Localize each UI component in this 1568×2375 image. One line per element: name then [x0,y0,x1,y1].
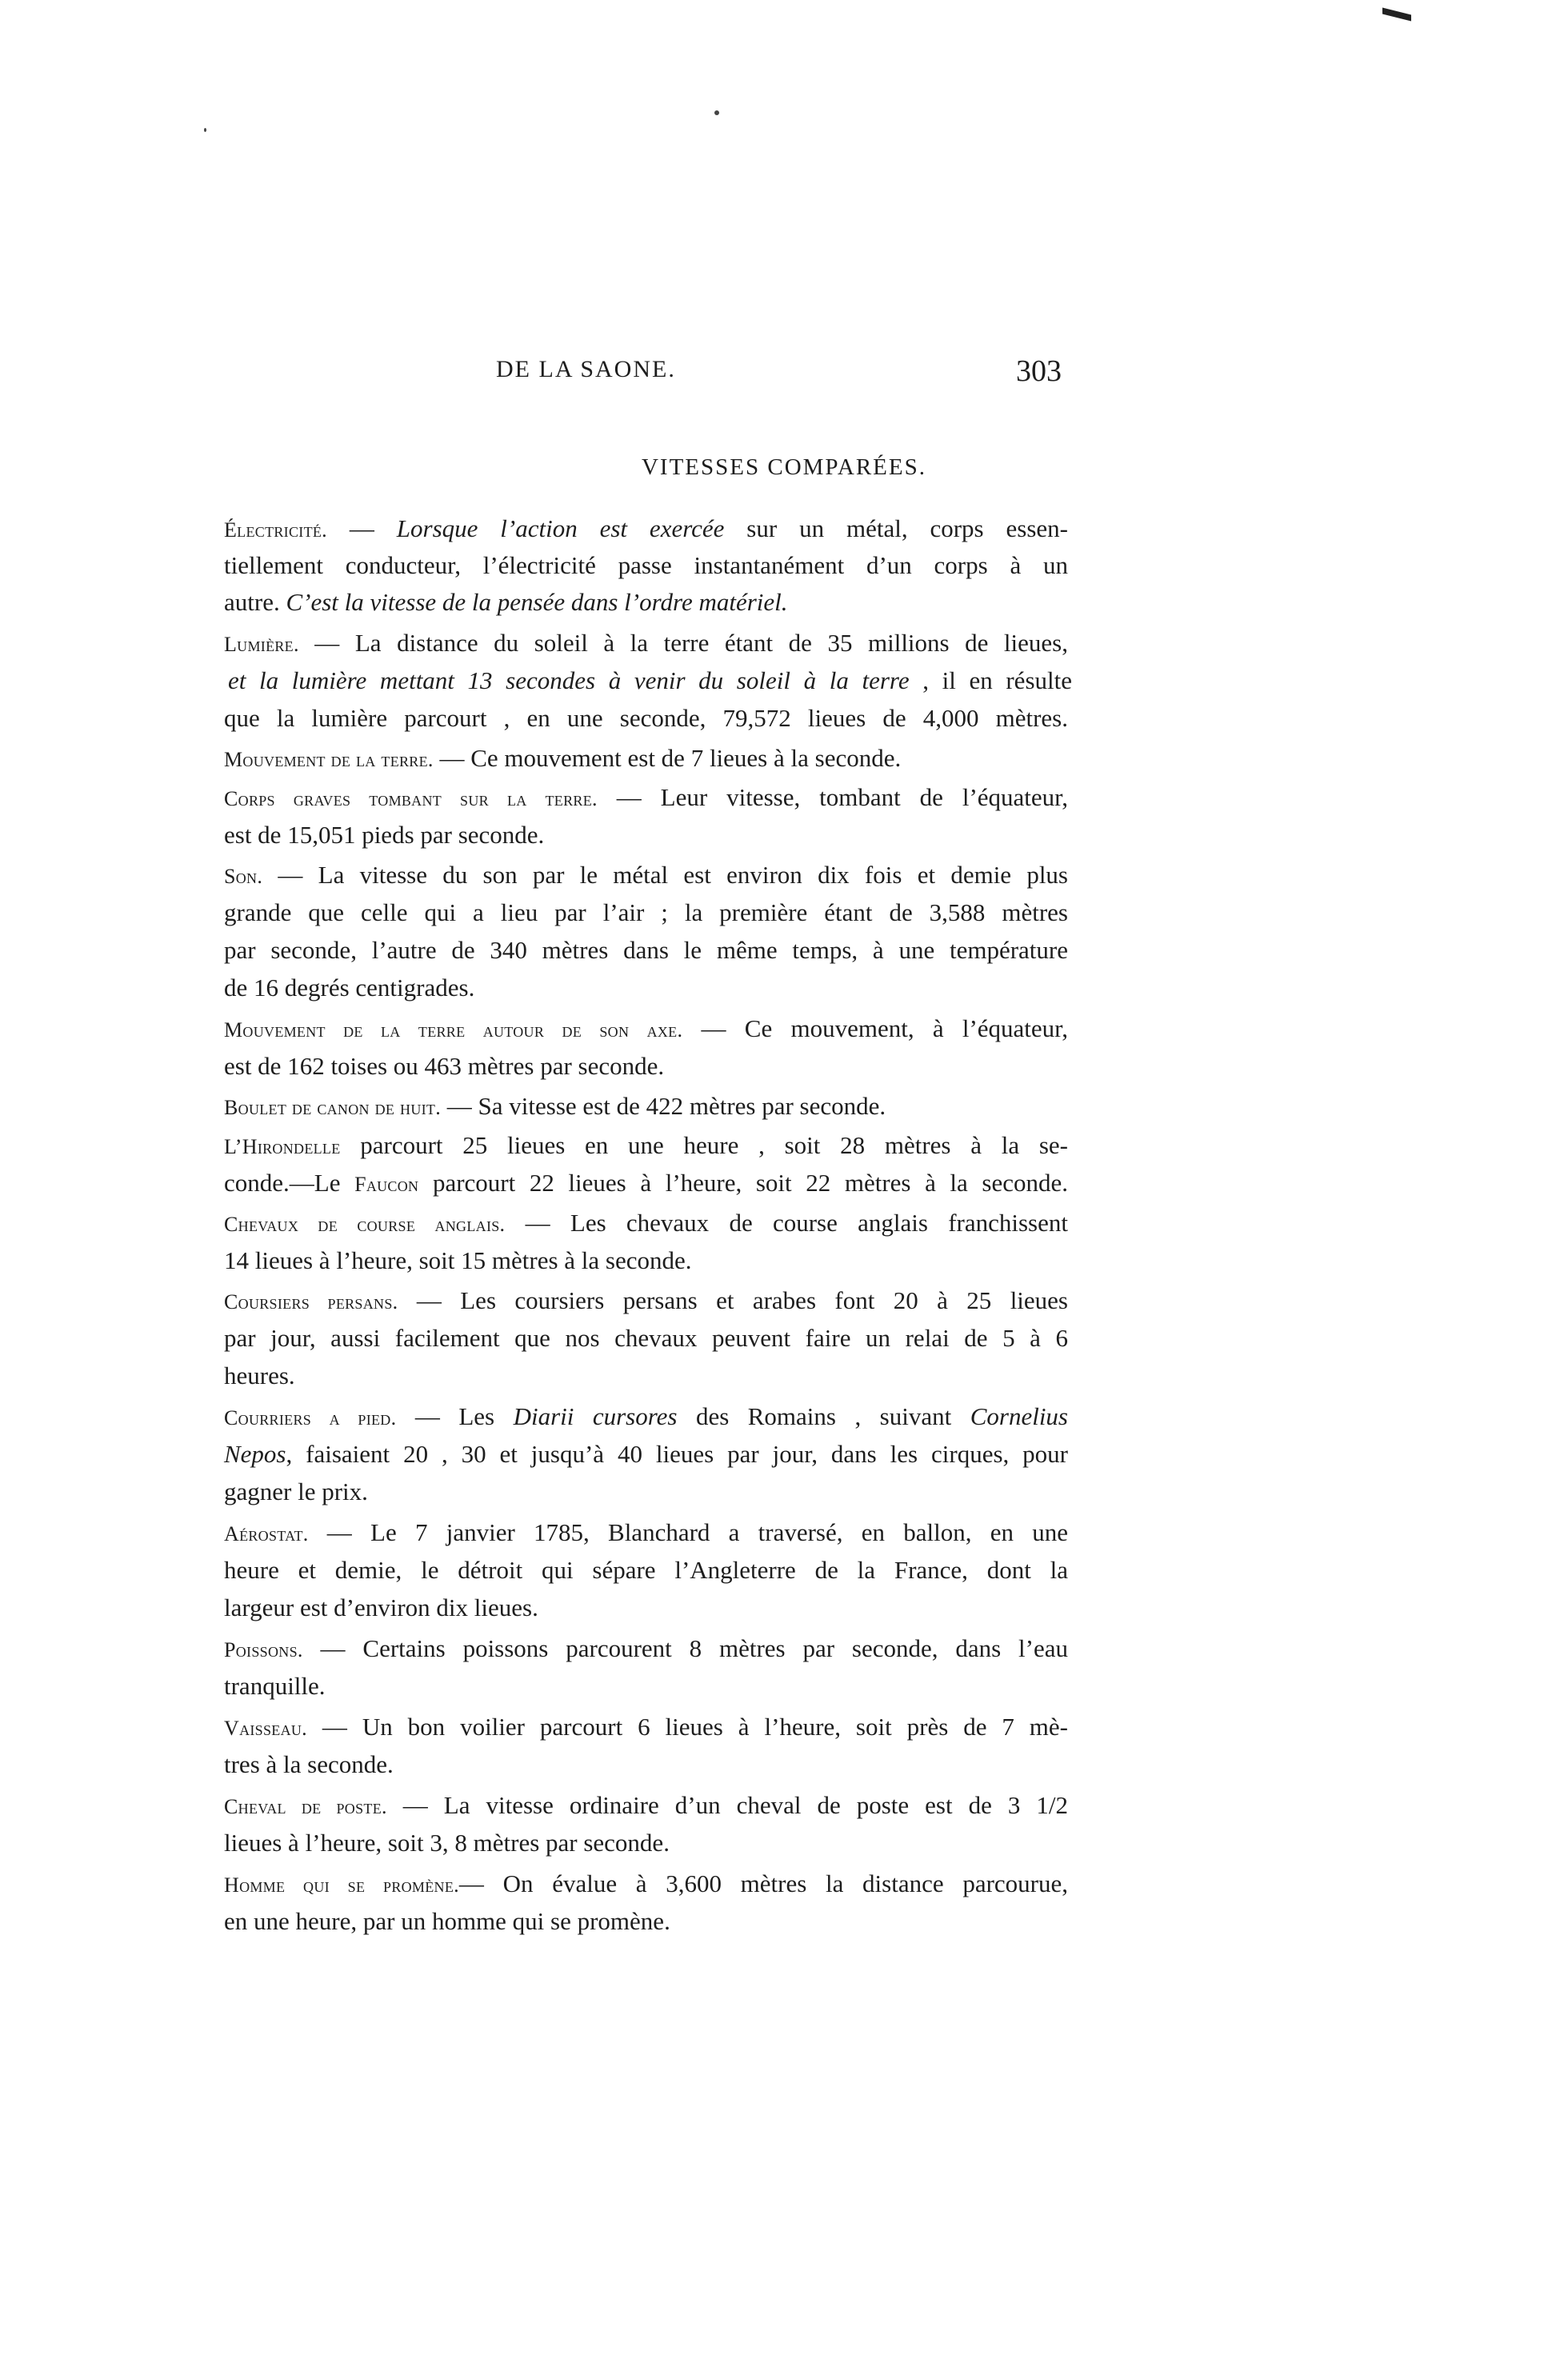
entry-heading: Chevaux de course anglais. [224,1213,506,1236]
text-line: Courriers a pied. — Les Diarii cursores des Romains , suivant Cornelius [224,1402,1068,1430]
text-line: est de 15,051 pieds par seconde. [224,821,545,849]
text-line: Électricité. — Lorsque l’action est exercée sur un métal, corps essen- [224,514,1068,542]
entry-heading: Aérostat. [224,1522,309,1545]
text-line: Poissons. — Certains poissons parcourent 8 mètres par seconde, dans l’eau [224,1634,1068,1662]
section-title: VITESSES COMPARÉES. [641,454,926,480]
text-line: Lumière. — La distance du soleil à la terre étant de 35 millions de lieues, [224,629,1068,657]
text-line: 14 lieues à l’heure, soit 15 mètres à la seconde. [224,1246,692,1274]
entry-heading: Boulet de canon de huit. [224,1096,442,1119]
entry-heading: Coursiers persans. [224,1290,398,1313]
text-line: tranquille. [224,1672,326,1700]
text-line: autre. C’est la vitesse de la pensée dans l’ordre matériel. [224,588,788,616]
text-line: et la lumière mettant 13 secondes à venir du soleil à la terre , il en résulte [228,666,1072,694]
text-line: par seconde, l’autre de 340 mètres dans le même temps, à une température [224,936,1068,964]
text-line: Coursiers persans. — Les coursiers persans et arabes font 20 à 25 lieues [224,1286,1068,1314]
text-line: gagner le prix. [224,1477,368,1505]
entry-heading: Courriers a pied. [224,1406,397,1429]
corner-mark [1382,8,1411,22]
text-line: Vaisseau. — Un bon voilier parcourt 6 lieues à l’heure, soit près de 7 mè- [224,1713,1068,1741]
text-line: grande que celle qui a lieu par l’air ; la première étant de 3,588 mètres [224,898,1068,926]
text-line: heure et demie, le détroit qui sépare l’Angleterre de la France, dont la [224,1556,1068,1584]
text-line: largeur est d’environ dix lieues. [224,1593,538,1621]
text-line: Cheval de poste. — La vitesse ordinaire d’un cheval de poste est de 3 1/2 [224,1791,1068,1819]
entry-heading: Faucon [354,1173,419,1196]
text-line: Chevaux de course anglais. — Les chevaux de course anglais franchissent [224,1209,1068,1237]
entry-heading: L’Hirondelle [224,1135,341,1158]
ink-speck [204,128,206,132]
text-line: Nepos, faisaient 20 , 30 et jusqu’à 40 lieues par jour, dans les cirques, pour [224,1440,1068,1468]
text-line: est de 162 toises ou 463 mètres par seconde. [224,1052,665,1080]
entry-heading: Mouvement de la terre. [224,748,434,771]
text-line: Corps graves tombant sur la terre. — Leur vitesse, tombant de l’équateur, [224,783,1069,811]
text-line: tiellement conducteur, l’électricité passe instantanément d’un corps à un [224,551,1068,579]
entry-heading: Lumière. [224,633,299,656]
text-line: que la lumière parcourt , en une seconde, 79,572 lieues de 4,000 mètres. [224,704,1068,732]
entry-heading: Vaisseau. [224,1717,307,1740]
text-line: par jour, aussi facilement que nos chevaux peuvent faire un relai de 5 à 6 [224,1324,1068,1352]
text-line: lieues à l’heure, soit 3, 8 mètres par seconde. [224,1829,670,1857]
ink-speck [714,110,719,115]
text-line: de 16 degrés centigrades. [224,974,475,1002]
text-line: Mouvement de la terre autour de son axe. — Ce mouvement, à l’équateur, [224,1014,1068,1042]
page-number: 303 [1016,354,1062,388]
entry-heading: Son. [224,865,263,888]
text-line: Son. — La vitesse du son par le métal est environ dix fois et demie plus [224,861,1068,889]
entry-heading: Cheval de poste. [224,1795,387,1818]
text-line: tres à la seconde. [224,1750,394,1778]
text-line: Boulet de canon de huit. — Sa vitesse est de 422 mètres par seconde. [224,1092,886,1120]
text-line: en une heure, par un homme qui se promène. [224,1907,670,1935]
text-line: Aérostat. — Le 7 janvier 1785, Blanchard a traversé, en ballon, en une [224,1518,1068,1546]
entry-heading: Poissons. [224,1638,303,1661]
entry-heading: Homme qui se promène. [224,1873,459,1897]
entry-heading: Mouvement de la terre autour de son axe. [224,1018,683,1042]
running-head: DE LA SAONE. [496,356,676,382]
text-line: L’Hirondelle parcourt 25 lieues en une heure , soit 28 mètres à la se- [224,1131,1068,1159]
text-line: Mouvement de la terre. — Ce mouvement est de 7 lieues à la seconde. [224,744,902,772]
entry-heading: Électricité. [224,518,327,542]
text-line: Homme qui se promène.— On évalue à 3,600 mètres la distance parcourue, [224,1869,1068,1897]
text-line: conde.—Le Faucon parcourt 22 lieues à l’heure, soit 22 mètres à la seconde. [224,1169,1068,1197]
entry-heading: Corps graves tombant sur la terre. [224,787,598,810]
text-line: heures. [224,1361,295,1389]
